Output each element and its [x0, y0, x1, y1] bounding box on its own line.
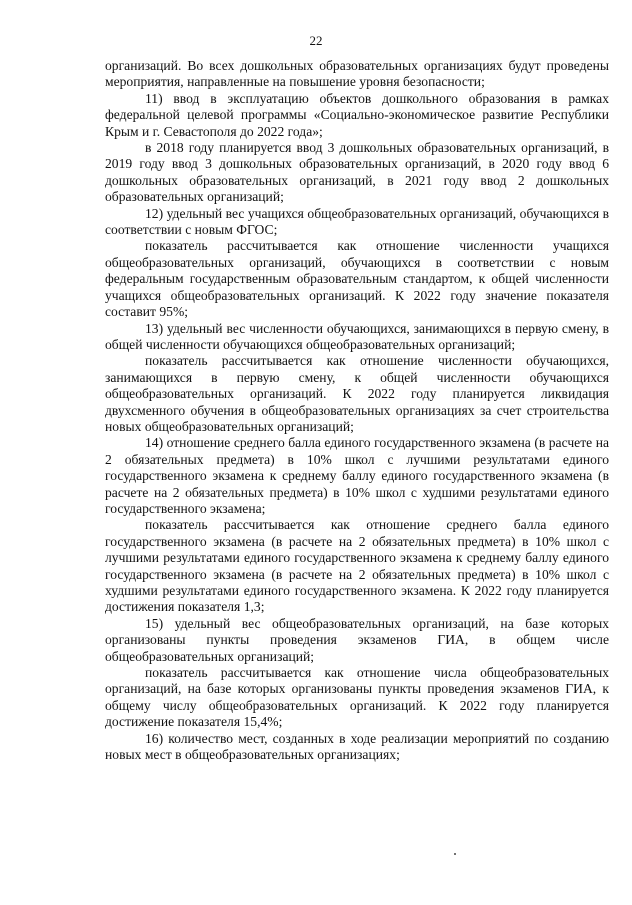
scan-dot: [454, 853, 456, 855]
item-11-paragraph: 11) ввод в эксплуатацию объектов дошкольного образования в рамках федеральной целевой программы «Социально-экономическое развитие Республики Крым и г. Севастополя до 2022 года»;: [105, 90, 609, 139]
item-13-paragraph: 13) удельный вес численности обучающихся, занимающихся в первую смену, в общей численности обучающихся общеобразовательных организаций;: [105, 320, 609, 352]
document-body: [105, 58, 609, 763]
item-14-paragraph: 14) отношение среднего балла единого государственного экзамена (в расчете на 2 обязательных предмета) в 10% школ с лучшими результатами единого государственного экзамена к среднему баллу единого государственного экзамена (в расчете на 2 обязательных предмета) в 10% школ с худшими результатами единого государственного экзамена;: [105, 435, 609, 516]
item-14-details-paragraph: показатель рассчитывается как отношение среднего балла единого государственного экзамена (в расчете на 2 обязательных предмета) в 10% школ с лучшими результатами единого государственного экзамена к среднему баллу единого государственного экзамена (в расчете на 2 обязательных предмета) в 10% школ с худшими результатами единого государственного экзамена. К 2022 году планируется достижения показателя 1,3;: [105, 517, 609, 615]
paragraph-continuation: организаций. Во всех дошкольных образовательных организациях будут проведены мероприятия, направленные на повышение уровня безопасности;: [105, 58, 609, 90]
item-16-paragraph: 16) количество мест, созданных в ходе реализации мероприятий по созданию новых мест в общеобразовательных организациях;: [105, 730, 609, 763]
item-15-details-paragraph: показатель рассчитывается как отношение числа общеобразовательных организаций, на базе которых организованы пункты проведения экзаменов ГИА, к общему числу общеобразовательных организаций. К 2022 году планируется достижение показателя 15,4%;: [105, 665, 609, 730]
item-13-details-paragraph: показатель рассчитывается как отношение численности обучающихся, занимающихся в первую смену, к общей численности обучающихся общеобразовательных организаций. К 2022 году планируется ликвидация двухсменного обучения в общеобразовательных организациях за счет строительства новых общеобразовательных организаций;: [105, 353, 609, 434]
item-11-details-paragraph: в 2018 году планируется ввод 3 дошкольных образовательных организаций, в 2019 году ввод 3 дошкольных образовательных организаций, в 2020 году ввод 6 дошкольных образовательных организаций, в 2021 году ввод 2 дошкольных образовательных организаций;: [105, 140, 609, 205]
item-15-paragraph: 15) удельный вес общеобразовательных организаций, на базе которых организованы пункты проведения экзаменов ГИА, в общем числе общеобразовательных организаций;: [105, 615, 609, 664]
item-12-details-paragraph: показатель рассчитывается как отношение численности учащихся общеобразовательных организаций, обучающихся в соответствии с новым федеральным государственным образовательным стандартом, к общей численности учащихся общеобразовательных организаций. К 2022 году значение показателя составит 95%;: [105, 238, 609, 320]
page-number: 22: [309, 33, 323, 48]
item-12-paragraph: 12) удельный вес учащихся общеобразовательных организаций, обучающихся в соответствии с новым ФГОС;: [105, 205, 609, 238]
